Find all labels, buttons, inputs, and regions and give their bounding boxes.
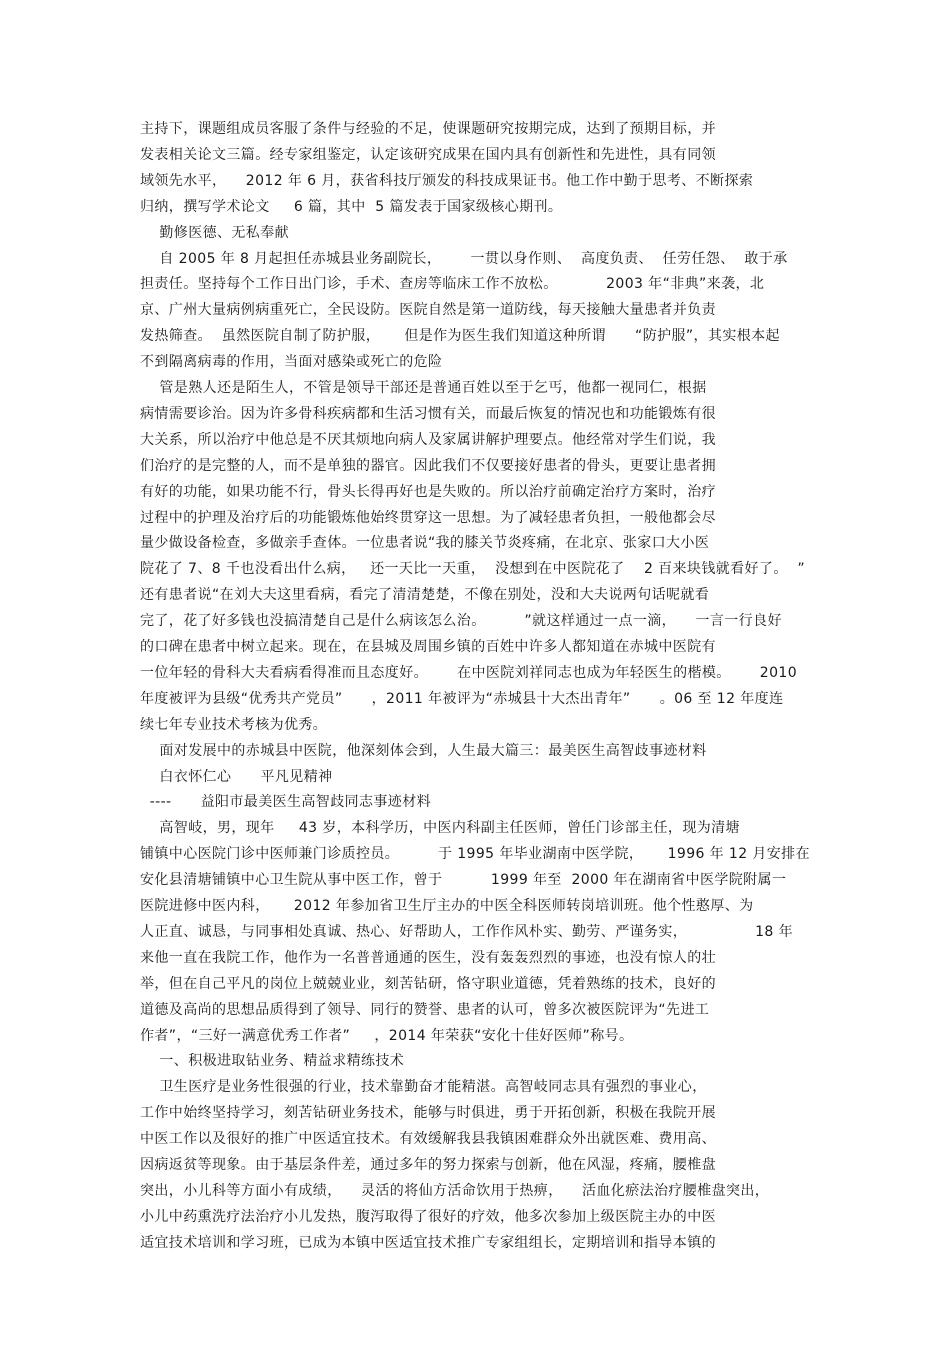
text-line: 适宜技术培训和学习班，已成为本镇中医适宜技术推广专家组组长，定期培训和指导本镇的 — [140, 1235, 716, 1251]
text-line: 卫生医疗是业务性很强的行业，技术靠勤奋才能精湛。高智岐同志具有强烈的事业心， — [140, 1079, 707, 1095]
text-line: 归纳，撰写学术论文 6 篇，其中 5 篇发表于国家级核心期刊。 — [140, 199, 563, 215]
text-line: 不到隔离病毒的作用，当面对感染或死亡的危险 — [140, 354, 443, 370]
text-line: 铺镇中心医院门诊中医师兼门诊质控员。 于 1995 年毕业湖南中医学院， 1996 年 12 月安排在 — [140, 846, 810, 862]
text-line: 突出，小儿科等方面小有成绩， 灵活的将仙方活命饮用于热痹， 活血化瘀法治疗腰椎盘突出， — [140, 1183, 770, 1199]
text-line: 自 2005 年 8 月起担任赤城县业务副院长， 一贯以身作则、 高度负责、 任劳任怨、 敢于承 — [140, 251, 788, 267]
text-line: 小儿中药熏洗疗法治疗小儿发热，腹泻取得了很好的疗效，他多次参加上级医院主办的中医 — [140, 1209, 716, 1225]
text-line: 发表相关论文三篇。经专家组鉴定，认定该研究成果在国内具有创新性和先进性，具有同领 — [140, 147, 716, 163]
text-line: 一、积极进取钻业务、精益求精练技术 — [140, 1053, 405, 1069]
text-line: 人正直、诚恳，与同事相处真诚、热心、好帮助人，工作作风朴实、勤劳、严谨务实， 18 年 — [140, 924, 793, 940]
text-line: 还有患者说“在刘大夫这里看病，看完了清清楚楚，不像在别处，没和大夫说两句话呢就看 — [140, 587, 710, 603]
text-line: 年度被评为县级“优秀共产党员” ，2011 年被评为“赤城县十大杰出青年” 。06 至 12 年度连 — [140, 691, 784, 707]
text-line: 白衣怀仁心 平凡见精神 — [140, 769, 333, 785]
text-line: 病情需要诊治。因为许多骨科疾病都和生活习惯有关，而最后恢复的情况也和功能锻炼有很 — [140, 406, 716, 422]
text-line: 京、广州大量病例病重死亡，全民设防。医院自然是第一道防线，每天接触大量患者并负责 — [140, 302, 716, 318]
text-line: 域领先水平， 2012 年 6 月，获省科技厅颁发的科技成果证书。他工作中勤于思考、不断探索 — [140, 173, 754, 189]
text-line: 大关系，所以治疗中他总是不厌其烦地向病人及家属讲解护理要点。他经常对学生们说，我 — [140, 432, 716, 448]
text-line: 量少做设备检查，多做亲手查体。一位患者说“我的膝关节炎疼痛，在北京、张家口大小医 — [140, 535, 710, 551]
text-line: 因病返贫等现象。由于基层条件差，通过多年的努力探索与创新，他在风湿，疼痛，腰椎盘 — [140, 1157, 716, 1173]
text-line: 勤修医德、无私奉献 — [140, 225, 290, 241]
text-line: 续七年专业技术考核为优秀。 — [140, 717, 328, 733]
text-line: 院花了 7、8 千也没看出什么病， 还一天比一天重， 没想到在中医院花了 2 百来块钱就看好了。 ” — [140, 561, 806, 577]
text-line: 工作中始终坚持学习，刻苦钻研业务技术，能够与时俱进，勇于开拓创新，积极在我院开展 — [140, 1105, 716, 1121]
text-line: 完了，花了好多钱也没搞清楚自己是什么病该怎么治。 ”就这样通过一点一滴， 一言一行良好 — [140, 613, 782, 629]
text-line: 们治疗的是完整的人，而不是单独的器官。因此我们不仅要接好患者的骨头，更要让患者拥 — [140, 458, 716, 474]
text-line: 管是熟人还是陌生人，不管是领导干部还是普通百姓以至于乞丐，他都一视同仁，根据 — [140, 380, 707, 396]
text-line: 医院进修中医内科， 2012 年参加省卫生厅主办的中医全科医师转岗培训班。他个性憨厚、为 — [140, 898, 754, 914]
text-line: 举，但在自己平凡的岗位上兢兢业业，刻苦钻研，恪守职业道德，凭着熟练的技术，良好的 — [140, 976, 716, 992]
text-line: 有好的功能，如果功能不行，骨头长得再好也是失败的。所以治疗前确定治疗方案时，治疗 — [140, 484, 716, 500]
text-line: 中医工作以及很好的推广中医适宜技术。有效缓解我县我镇困难群众外出就医难、费用高、 — [140, 1131, 716, 1147]
text-line: ---- 益阳市最美医生高智歧同志事迹材料 — [140, 794, 432, 810]
text-line: 面对发展中的赤城县中医院，他深刻体会到，人生最大篇三：最美医生高智歧事迹材料 — [140, 743, 707, 759]
text-line: 发热筛查。 虽然医院自制了防护服， 但是作为医生我们知道这种所谓 “防护服”，其实根本起 — [140, 328, 780, 344]
text-line: 作者”，“三好一满意优秀工作者” ，2014 年荣获“安化十佳好医师”称号。 — [140, 1028, 634, 1044]
text-line: 的口碑在患者中树立起来。现在，在县城及周围乡镇的百姓中许多人都知道在赤城中医院有 — [140, 639, 716, 655]
text-line: 一位年轻的骨科大夫看病看得准而且态度好。 在中医院刘祥同志也成为年轻医生的楷模。 2010 — [140, 665, 798, 681]
text-line: 主持下，课题组成员客服了条件与经验的不足，使课题研究按期完成，达到了预期目标，并 — [140, 121, 716, 137]
text-line: 高智岐，男，现年 43 岁，本科学历，中医内科副主任医师，曾任门诊部主任，现为清塘 — [140, 820, 740, 836]
text-line: 过程中的护理及治疗后的功能锻炼他始终贯穿这一思想。为了减轻患者负担，一般他都会尽 — [140, 510, 716, 526]
text-line: 担责任。坚持每个工作日出门诊，手术、查房等临床工作不放松。 2003 年“非典”来袭，北 — [140, 276, 765, 292]
text-line: 安化县清塘铺镇中心卫生院从事中医工作，曾于 1999 年至 2000 年在湖南省中医学院附属一 — [140, 872, 787, 888]
text-line: 来他一直在我院工作，他作为一名普普通通的医生，没有轰轰烈烈的事迹，也没有惊人的壮 — [140, 950, 716, 966]
text-line: 道德及高尚的思想品质得到了领导、同行的赞誉、患者的认可，曾多次被医院评为“先进工 — [140, 1002, 710, 1018]
